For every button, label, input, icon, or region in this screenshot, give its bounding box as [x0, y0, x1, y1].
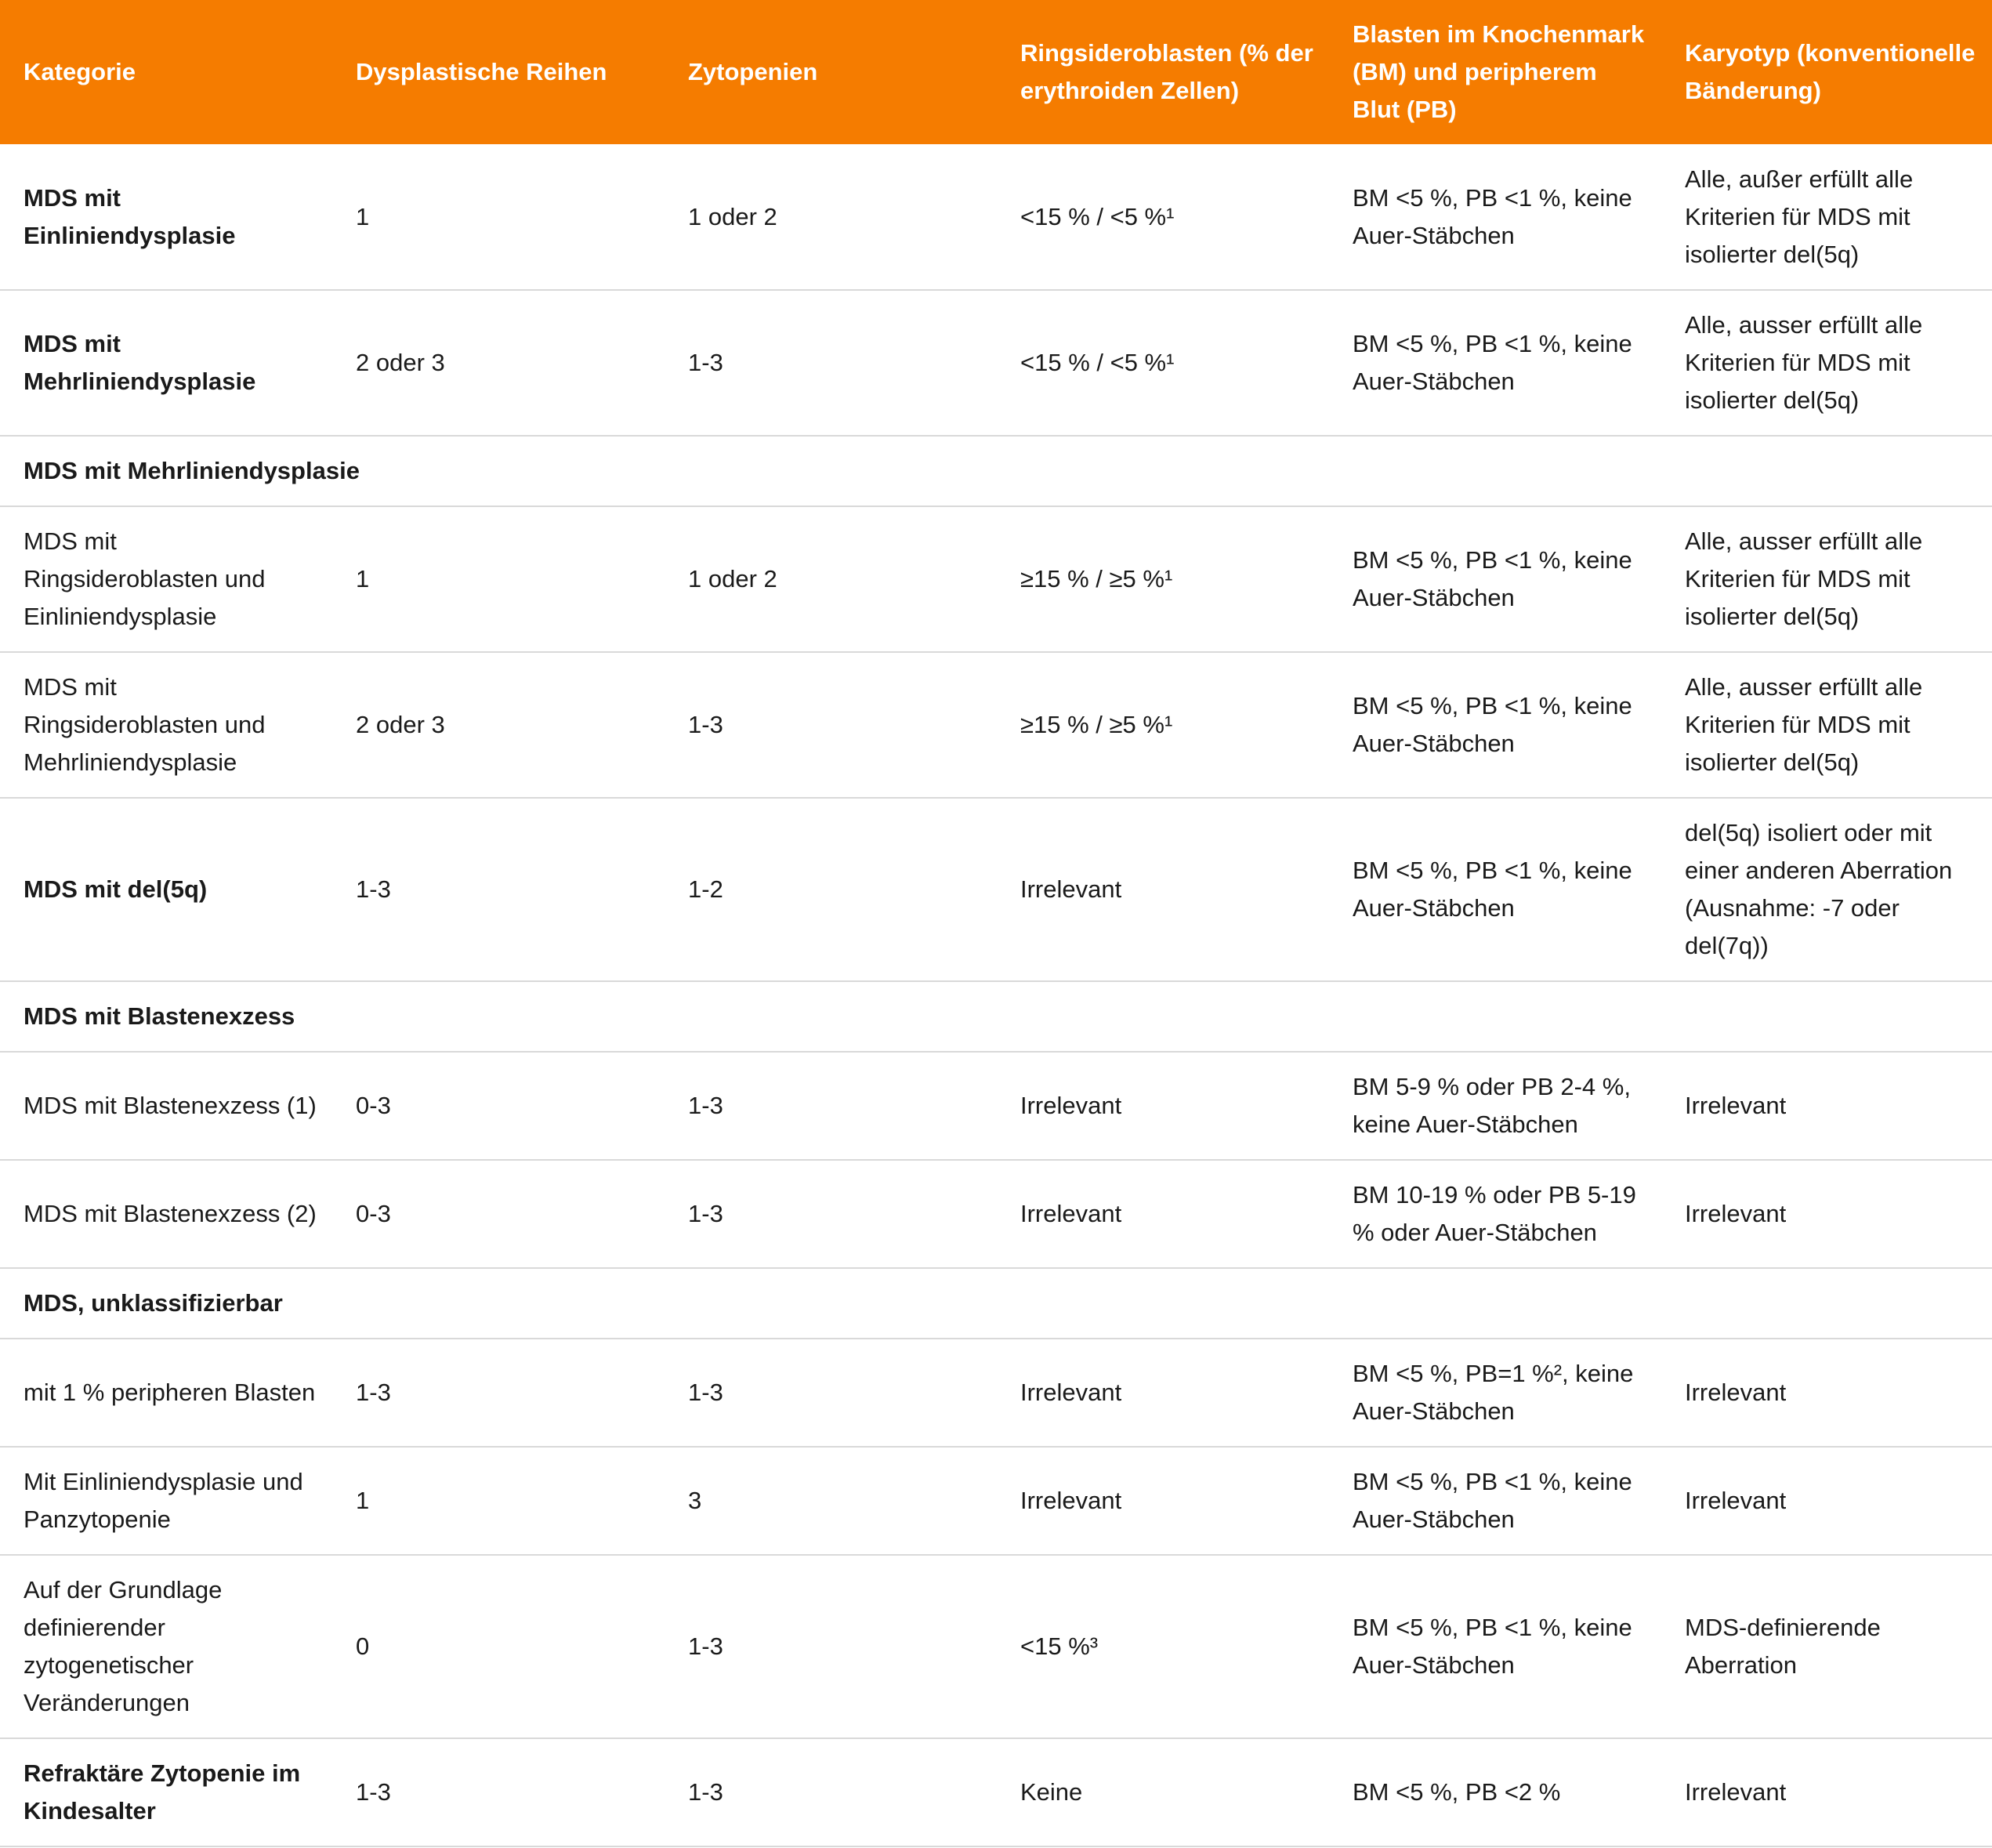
cell-zytopenien: 1-3 [688, 1632, 723, 1660]
cell-blasten: BM <5 %, PB <1 %, keine Auer-Stäbchen [1353, 857, 1632, 922]
cell-kategorie: MDS mit Blastenexzess (2) [24, 1200, 317, 1227]
cell-dysplastische-reihen: 1 [356, 565, 370, 592]
section-header: MDS mit Blastenexzess [24, 1002, 295, 1030]
cell-dysplastische-reihen: 1 [356, 1487, 370, 1514]
cell-ringsideroblasten: Keine [1020, 1778, 1083, 1806]
cell-dysplastische-reihen: 1 [356, 202, 370, 230]
cell-kategorie: MDS mit del(5q) [24, 875, 208, 903]
cell-dysplastische-reihen: 1-3 [356, 875, 391, 903]
cell-karyotyp: Alle, ausser erfüllt alle Kriterien für MDS mit isolierter del(5q) [1685, 527, 1923, 630]
table-row [0, 1555, 1992, 1738]
cell-zytopenien: 3 [688, 1487, 702, 1514]
cell-zytopenien: 1-3 [688, 1778, 723, 1806]
cell-ringsideroblasten: Irrelevant [1020, 1200, 1122, 1227]
header-row [0, 0, 1992, 144]
table-body [0, 144, 1992, 1846]
table-row [0, 506, 1992, 652]
section-header: MDS mit Mehrliniendysplasie [24, 457, 360, 484]
cell-karyotyp: del(5q) isoliert oder mit einer anderen Aberration (Ausnahme: -7 oder del(7q)) [1685, 819, 1953, 959]
cell-ringsideroblasten: <15 %³ [1020, 1632, 1099, 1660]
cell-ringsideroblasten: ≥15 % / ≥5 %¹ [1020, 565, 1173, 592]
cell-blasten: BM <5 %, PB=1 %², keine Auer-Stäbchen [1353, 1360, 1634, 1425]
cell-ringsideroblasten: Irrelevant [1020, 1487, 1122, 1514]
cell-karyotyp: Irrelevant [1685, 1200, 1787, 1227]
cell-zytopenien: 1 oder 2 [688, 202, 777, 230]
header-ringsideroblasten: Ringsideroblasten (% der erythroiden Zellen) [1020, 39, 1313, 104]
table-row [0, 1052, 1992, 1160]
cell-karyotyp: Irrelevant [1685, 1379, 1787, 1406]
cell-karyotyp: Alle, ausser erfüllt alle Kriterien für MDS mit isolierter del(5q) [1685, 673, 1923, 776]
cell-zytopenien: 1-3 [688, 711, 723, 738]
cell-karyotyp: Alle, außer erfüllt alle Kriterien für MDS mit isolierter del(5q) [1685, 165, 1914, 268]
table-row [0, 1738, 1992, 1846]
cell-blasten: BM <5 %, PB <1 %, keine Auer-Stäbchen [1353, 1468, 1632, 1533]
cell-kategorie: Mit Einliniendysplasie und Panzytopenie [24, 1468, 303, 1533]
cell-blasten: BM <5 %, PB <2 % [1353, 1778, 1561, 1806]
header-blasten: Blasten im Knochenmark (BM) und peripherem Blut (PB) [1353, 20, 1645, 123]
cell-kategorie: Refraktäre Zytopenie im Kindesalter [24, 1759, 301, 1824]
cell-ringsideroblasten: Irrelevant [1020, 1379, 1122, 1406]
cell-zytopenien: 1-3 [688, 1200, 723, 1227]
cell-ringsideroblasten: ≥15 % / ≥5 %¹ [1020, 711, 1173, 738]
cell-karyotyp: Alle, ausser erfüllt alle Kriterien für MDS mit isolierter del(5q) [1685, 311, 1923, 414]
cell-dysplastische-reihen: 0 [356, 1632, 370, 1660]
cell-kategorie: MDS mit Blastenexzess (1) [24, 1092, 317, 1119]
cell-kategorie: Auf der Grundlage definierender zytogenetischer Veränderungen [24, 1576, 223, 1716]
header-zytopenien: Zytopenien [688, 58, 818, 85]
cell-zytopenien: 1 oder 2 [688, 565, 777, 592]
cell-kategorie: mit 1 % peripheren Blasten [24, 1379, 316, 1406]
cell-zytopenien: 1-3 [688, 1092, 723, 1119]
table-row [0, 1447, 1992, 1555]
table-row [0, 652, 1992, 798]
cell-dysplastische-reihen: 2 oder 3 [356, 349, 445, 376]
cell-dysplastische-reihen: 2 oder 3 [356, 711, 445, 738]
cell-blasten: BM <5 %, PB <1 %, keine Auer-Stäbchen [1353, 330, 1632, 395]
cell-blasten: BM <5 %, PB <1 %, keine Auer-Stäbchen [1353, 1614, 1632, 1679]
cell-ringsideroblasten: <15 % / <5 %¹ [1020, 202, 1175, 230]
section-header-row [0, 1268, 1992, 1339]
header-dysplastische-reihen: Dysplastische Reihen [356, 58, 607, 85]
cell-dysplastische-reihen: 0-3 [356, 1200, 391, 1227]
cell-kategorie: MDS mit Ringsideroblasten und Einliniendysplasie [24, 527, 266, 630]
cell-karyotyp: MDS-definierende Aberration [1685, 1614, 1881, 1679]
cell-kategorie: MDS mit Ringsideroblasten und Mehrliniendysplasie [24, 673, 266, 776]
cell-ringsideroblasten: Irrelevant [1020, 875, 1122, 903]
cell-zytopenien: 1-2 [688, 875, 723, 903]
cell-kategorie: MDS mit Mehrliniendysplasie [24, 330, 256, 395]
section-header: MDS, unklassifizierbar [24, 1289, 283, 1317]
cell-blasten: BM <5 %, PB <1 %, keine Auer-Stäbchen [1353, 183, 1632, 249]
cell-karyotyp: Irrelevant [1685, 1487, 1787, 1514]
cell-ringsideroblasten: <15 % / <5 %¹ [1020, 349, 1175, 376]
cell-zytopenien: 1-3 [688, 349, 723, 376]
cell-zytopenien: 1-3 [688, 1379, 723, 1406]
table-row [0, 798, 1992, 981]
cell-blasten: BM <5 %, PB <1 %, keine Auer-Stäbchen [1353, 692, 1632, 757]
table-header [0, 0, 1992, 144]
cell-blasten: BM 5-9 % oder PB 2-4 %, keine Auer-Stäbchen [1353, 1073, 1631, 1138]
header-kategorie: Kategorie [24, 58, 136, 85]
cell-kategorie: MDS mit Einliniendysplasie [24, 183, 236, 249]
table-row [0, 1339, 1992, 1447]
header-karyotyp: Karyotyp (konventionelle Bänderung) [1685, 39, 1976, 104]
section-header-row [0, 981, 1992, 1052]
section-header-row [0, 436, 1992, 506]
table-row [0, 290, 1992, 436]
cell-ringsideroblasten: Irrelevant [1020, 1092, 1122, 1119]
table-row [0, 144, 1992, 290]
cell-blasten: BM 10-19 % oder PB 5-19 % oder Auer-Stäbchen [1353, 1181, 1636, 1246]
cell-karyotyp: Irrelevant [1685, 1092, 1787, 1119]
cell-blasten: BM <5 %, PB <1 %, keine Auer-Stäbchen [1353, 546, 1632, 611]
cell-dysplastische-reihen: 0-3 [356, 1092, 391, 1119]
table-row [0, 1160, 1992, 1268]
cell-dysplastische-reihen: 1-3 [356, 1778, 391, 1806]
cell-dysplastische-reihen: 1-3 [356, 1379, 391, 1406]
cell-karyotyp: Irrelevant [1685, 1778, 1787, 1806]
